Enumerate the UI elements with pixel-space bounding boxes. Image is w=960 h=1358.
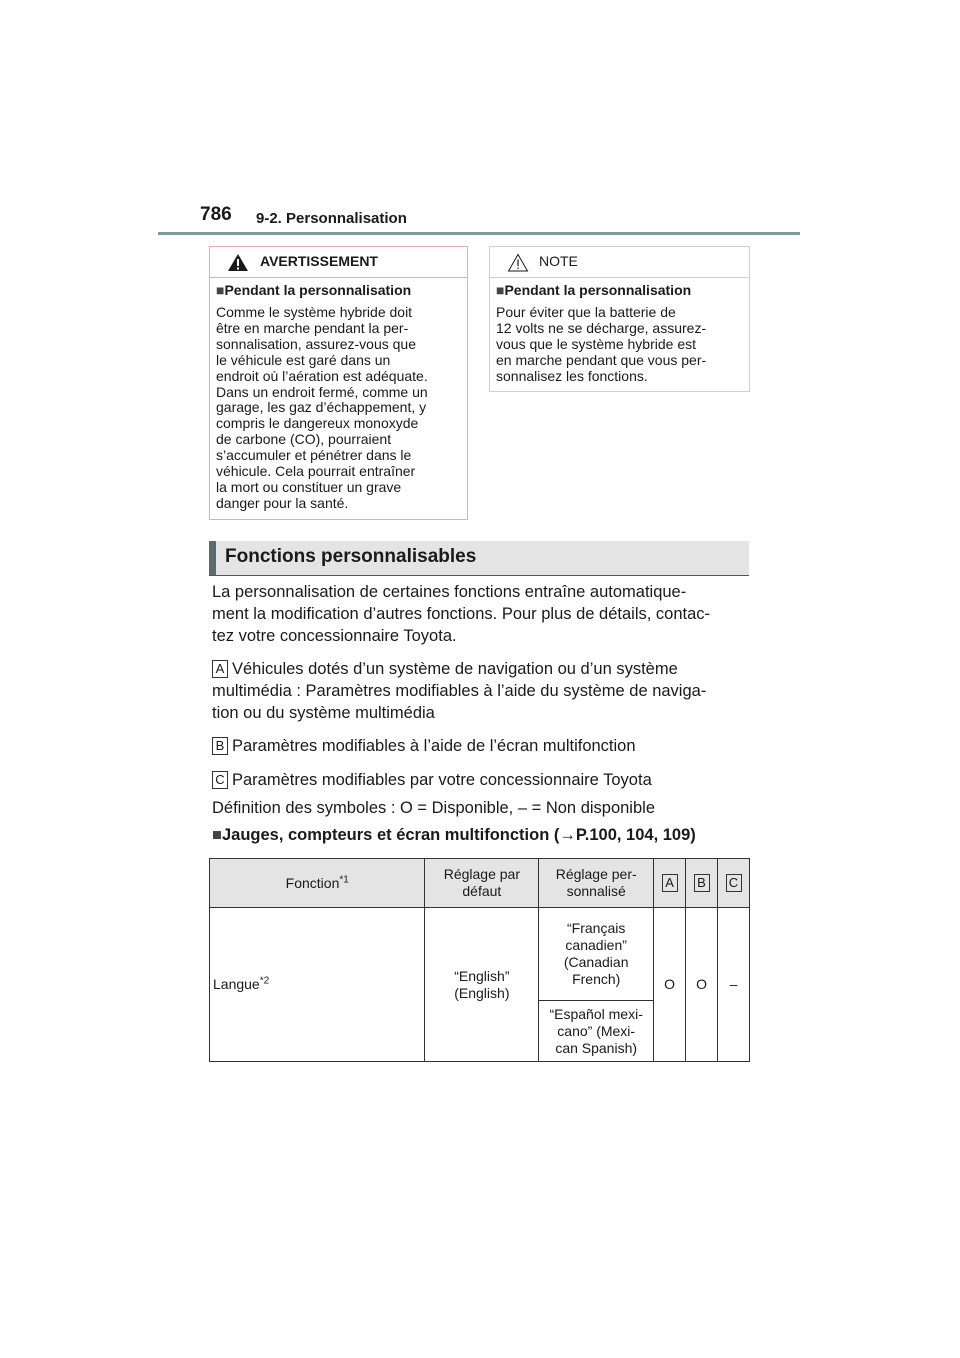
note-line: 12 volts ne se décharge, assurez- — [496, 319, 707, 336]
warning-icon — [227, 253, 249, 272]
letter-b-badge: B — [212, 737, 228, 755]
cell-b: O — [686, 908, 718, 1062]
section-heading-text: Fonctions personnalisables — [225, 546, 477, 567]
col-header-default: Réglage par défaut — [425, 859, 539, 908]
warning-line: Comme le système hybride doit — [216, 304, 413, 320]
col-header-custom: Réglage per- sonnalisé — [539, 859, 654, 908]
subsection-heading: ■Jauges, compteurs et écran multifonction (→P.100, 104, 109) — [212, 826, 696, 844]
warning-line: de carbone (CO), pourraient — [216, 431, 392, 448]
legend-c-text: Paramètres modifiables par votre concessionnaire Toyota — [232, 771, 652, 789]
col-header-function: Fonction$^{*1}$ — [210, 859, 425, 908]
header-rule — [158, 232, 800, 235]
warning-header — [210, 247, 467, 278]
warning-line: compris le dangereux monoxyde — [216, 415, 419, 432]
intro-line: La personnalisation de certaines fonctions entraîne automatique- — [212, 583, 687, 601]
warning-line: la mort ou constituer un grave — [216, 478, 402, 495]
cell-custom-2: “Español mexi- cano” (Mexi- can Spanish) — [539, 1001, 654, 1062]
section-title: 9-2. Personnalisation — [256, 210, 407, 227]
note-box — [489, 246, 750, 392]
legend-c — [212, 769, 752, 791]
square-bullet-icon: ■ — [216, 282, 225, 298]
legend-b-text: Paramètres modifiables à l’aide de l’écran multifonction — [232, 737, 636, 755]
note-body — [496, 305, 743, 385]
legend-a-line: Véhicules dotés d’un système de navigation ou d’un système — [232, 660, 678, 678]
warning-line: sonnalisation, assurez-vous que — [216, 335, 417, 352]
warning-line: le véhicule est garé dans un — [216, 351, 391, 368]
warning-line: Dans un endroit fermé, comme un — [216, 383, 428, 400]
warning-line: véhicule. Cela pourrait entraîner — [216, 463, 416, 480]
col-header-a: A — [654, 859, 686, 908]
legend-b — [212, 735, 752, 757]
legend-a-line: tion ou du système multimédia — [212, 704, 435, 722]
arrow-icon: → — [559, 826, 576, 844]
cell-custom-1: “Français canadien” (Canadian French) — [539, 908, 654, 1001]
warning-body — [216, 305, 461, 512]
warning-line: garage, les gaz d’échappement, y — [216, 399, 427, 416]
warning-heading: ■Pendant la personnalisation — [216, 282, 412, 298]
warning-title: AVERTISSEMENT — [260, 253, 378, 269]
intro-line: tez votre concessionnaire Toyota. — [212, 627, 457, 645]
intro-line: ment la modification d’autres fonctions. Pour plus de détails, contac- — [212, 605, 711, 623]
legend-a-line: multimédia : Paramètres modifiables à l’aide du système de naviga- — [212, 682, 707, 700]
warning-box — [209, 246, 468, 520]
warning-line: endroit où l’aération est adéquate. — [216, 367, 428, 384]
note-heading: ■Pendant la personnalisation — [496, 282, 692, 298]
page-number: 786 — [200, 204, 232, 225]
warning-line: s’accumuler et pénétrer dans le — [216, 447, 412, 464]
heading-accent-bar — [209, 541, 216, 575]
symbols-definition: Définition des symboles : O = Disponible, – = Non disponible — [212, 799, 655, 817]
col-header-b: B — [686, 859, 718, 908]
note-line: vous que le système hybride est — [496, 335, 696, 352]
table-row — [210, 908, 750, 1001]
legend-a — [212, 658, 752, 724]
col-header-c: C — [718, 859, 750, 908]
note-title: NOTE — [539, 253, 578, 269]
settings-table — [209, 858, 750, 1062]
note-line: sonnalisez les fonctions. — [496, 367, 648, 384]
warning-line: danger pour la santé. — [216, 494, 349, 511]
cell-c: – — [718, 908, 750, 1062]
cell-a: O — [654, 908, 686, 1062]
square-bullet-icon: ■ — [212, 826, 222, 844]
note-line: Pour éviter que la batterie de — [496, 304, 676, 320]
note-line: en marche pendant que vous per- — [496, 351, 707, 368]
square-bullet-icon: ■ — [496, 282, 505, 298]
caution-outline-icon — [507, 253, 529, 272]
section-heading — [209, 541, 749, 576]
letter-c-badge: C — [212, 771, 228, 789]
cell-function: Langue$^{*2}$ — [210, 908, 425, 1062]
table-header-row — [210, 859, 750, 908]
letter-a-badge: A — [212, 660, 228, 678]
note-header — [490, 247, 749, 278]
cell-default: “English” (English) — [425, 908, 539, 1062]
warning-line: être en marche pendant la per- — [216, 319, 409, 336]
intro-paragraph — [212, 581, 752, 647]
